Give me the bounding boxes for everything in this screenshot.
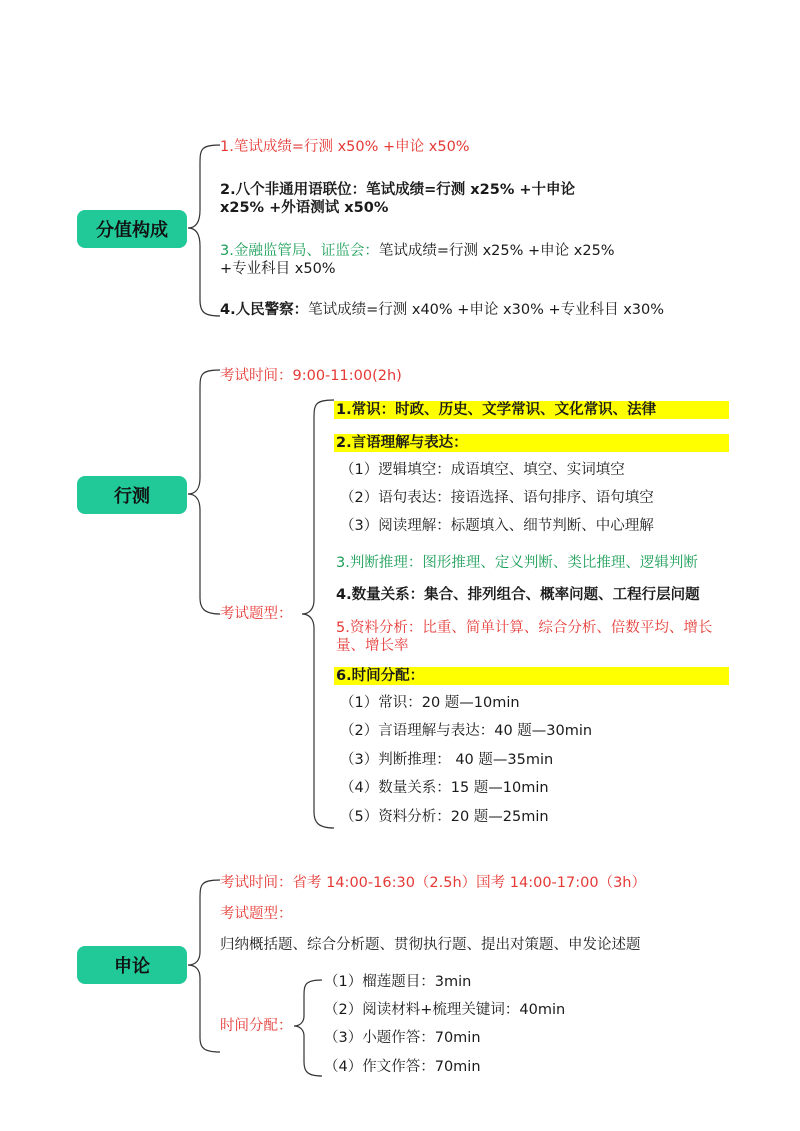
score-item-4 [220,300,664,320]
score-item-2-line1: 2.八个非通用语联位：笔试成绩=行测 x25% +十申论 [220,182,576,198]
node-label: 行测 [114,486,150,507]
shenlun-a4: （4）作文作答：70min [324,1059,481,1075]
xingce-t6b: （2）言语理解与表达：40 题—30min [340,723,593,739]
bracket-section3 [188,880,220,1052]
xingce-t2: 2.言语理解与表达： [336,435,468,451]
score-item-2-line2: x25% +外语测试 x50% [220,200,389,216]
xingce-time: 考试时间：9:00-11:00(2h) [220,368,402,384]
shenlun-alloc-label: 时间分配： [220,1018,293,1034]
shenlun-types-label: 考试题型： [220,906,293,922]
score-item-3-rest: 笔试成绩=行测 x25% +申论 x25% [378,243,615,259]
score-item-4-rest: 笔试成绩=行测 x40% +申论 x30% +专业科目 x30% [308,302,665,318]
score-item-3-line1 [220,241,615,261]
node-label: 申论 [114,956,150,977]
shenlun-a3: （3）小题作答：70min [324,1030,481,1046]
xingce-t1: 1.常识：时政、历史、文学常识、文化常识、法律 [336,402,657,418]
bracket-section2 [188,370,220,614]
node-label: 分值构成 [96,220,168,241]
xingce-t6d: （4）数量关系：15 题—10min [340,780,549,796]
xingce-t2a: （1）逻辑填空：成语填空、填空、实词填空 [340,462,625,478]
xingce-t6c: （3）判断推理： 40 题—35min [340,752,554,768]
xingce-types-label: 考试题型： [220,606,293,622]
shenlun-a1: （1）榴莲题目：3min [324,974,472,990]
node-score-composition [77,210,187,248]
xingce-t5-line1: 5.资料分析：比重、简单计算、综合分析、倍数平均、增长 [336,620,713,636]
score-item-1: 1.笔试成绩=行测 x50% +申论 x50% [220,139,470,155]
xingce-t3: 3.判断推理：图形推理、定义判断、类比推理、逻辑判断 [336,555,698,571]
xingce-t5-line2: 量、增长率 [336,638,409,654]
shenlun-types: 归纳概括题、综合分析题、贯彻执行题、提出对策题、申发论述题 [220,937,641,953]
node-xingce [77,476,187,514]
bracket-section3-alloc [294,980,322,1076]
xingce-t6a: （1）常识：20 题—10min [340,695,520,711]
xingce-t6: 6.时间分配： [336,668,425,684]
xingce-t6e: （5）资料分析：20 题—25min [340,809,549,825]
shenlun-time: 考试时间：省考 14:00-16:30（2.5h）国考 14:00-17:00（3h） [220,875,646,891]
score-item-4-prefix: 4.人民警察： [220,302,309,318]
xingce-t2b: （2）语句表达：接语选择、语句排序、语句填空 [340,490,654,506]
bracket-section1 [188,145,220,316]
bracket-section2-types [302,400,334,828]
shenlun-a2: （2）阅读材料+梳理关键词：40min [324,1002,566,1018]
score-item-3-line2: +专业科目 x50% [220,261,336,277]
xingce-t4: 4.数量关系：集合、排列组合、概率问题、工程行层问题 [336,587,700,603]
xingce-t2c: （3）阅读理解：标题填入、细节判断、中心理解 [340,518,654,534]
score-item-3-prefix: 3.金融监管局、证监会： [220,243,379,259]
node-shenlun [77,946,187,984]
